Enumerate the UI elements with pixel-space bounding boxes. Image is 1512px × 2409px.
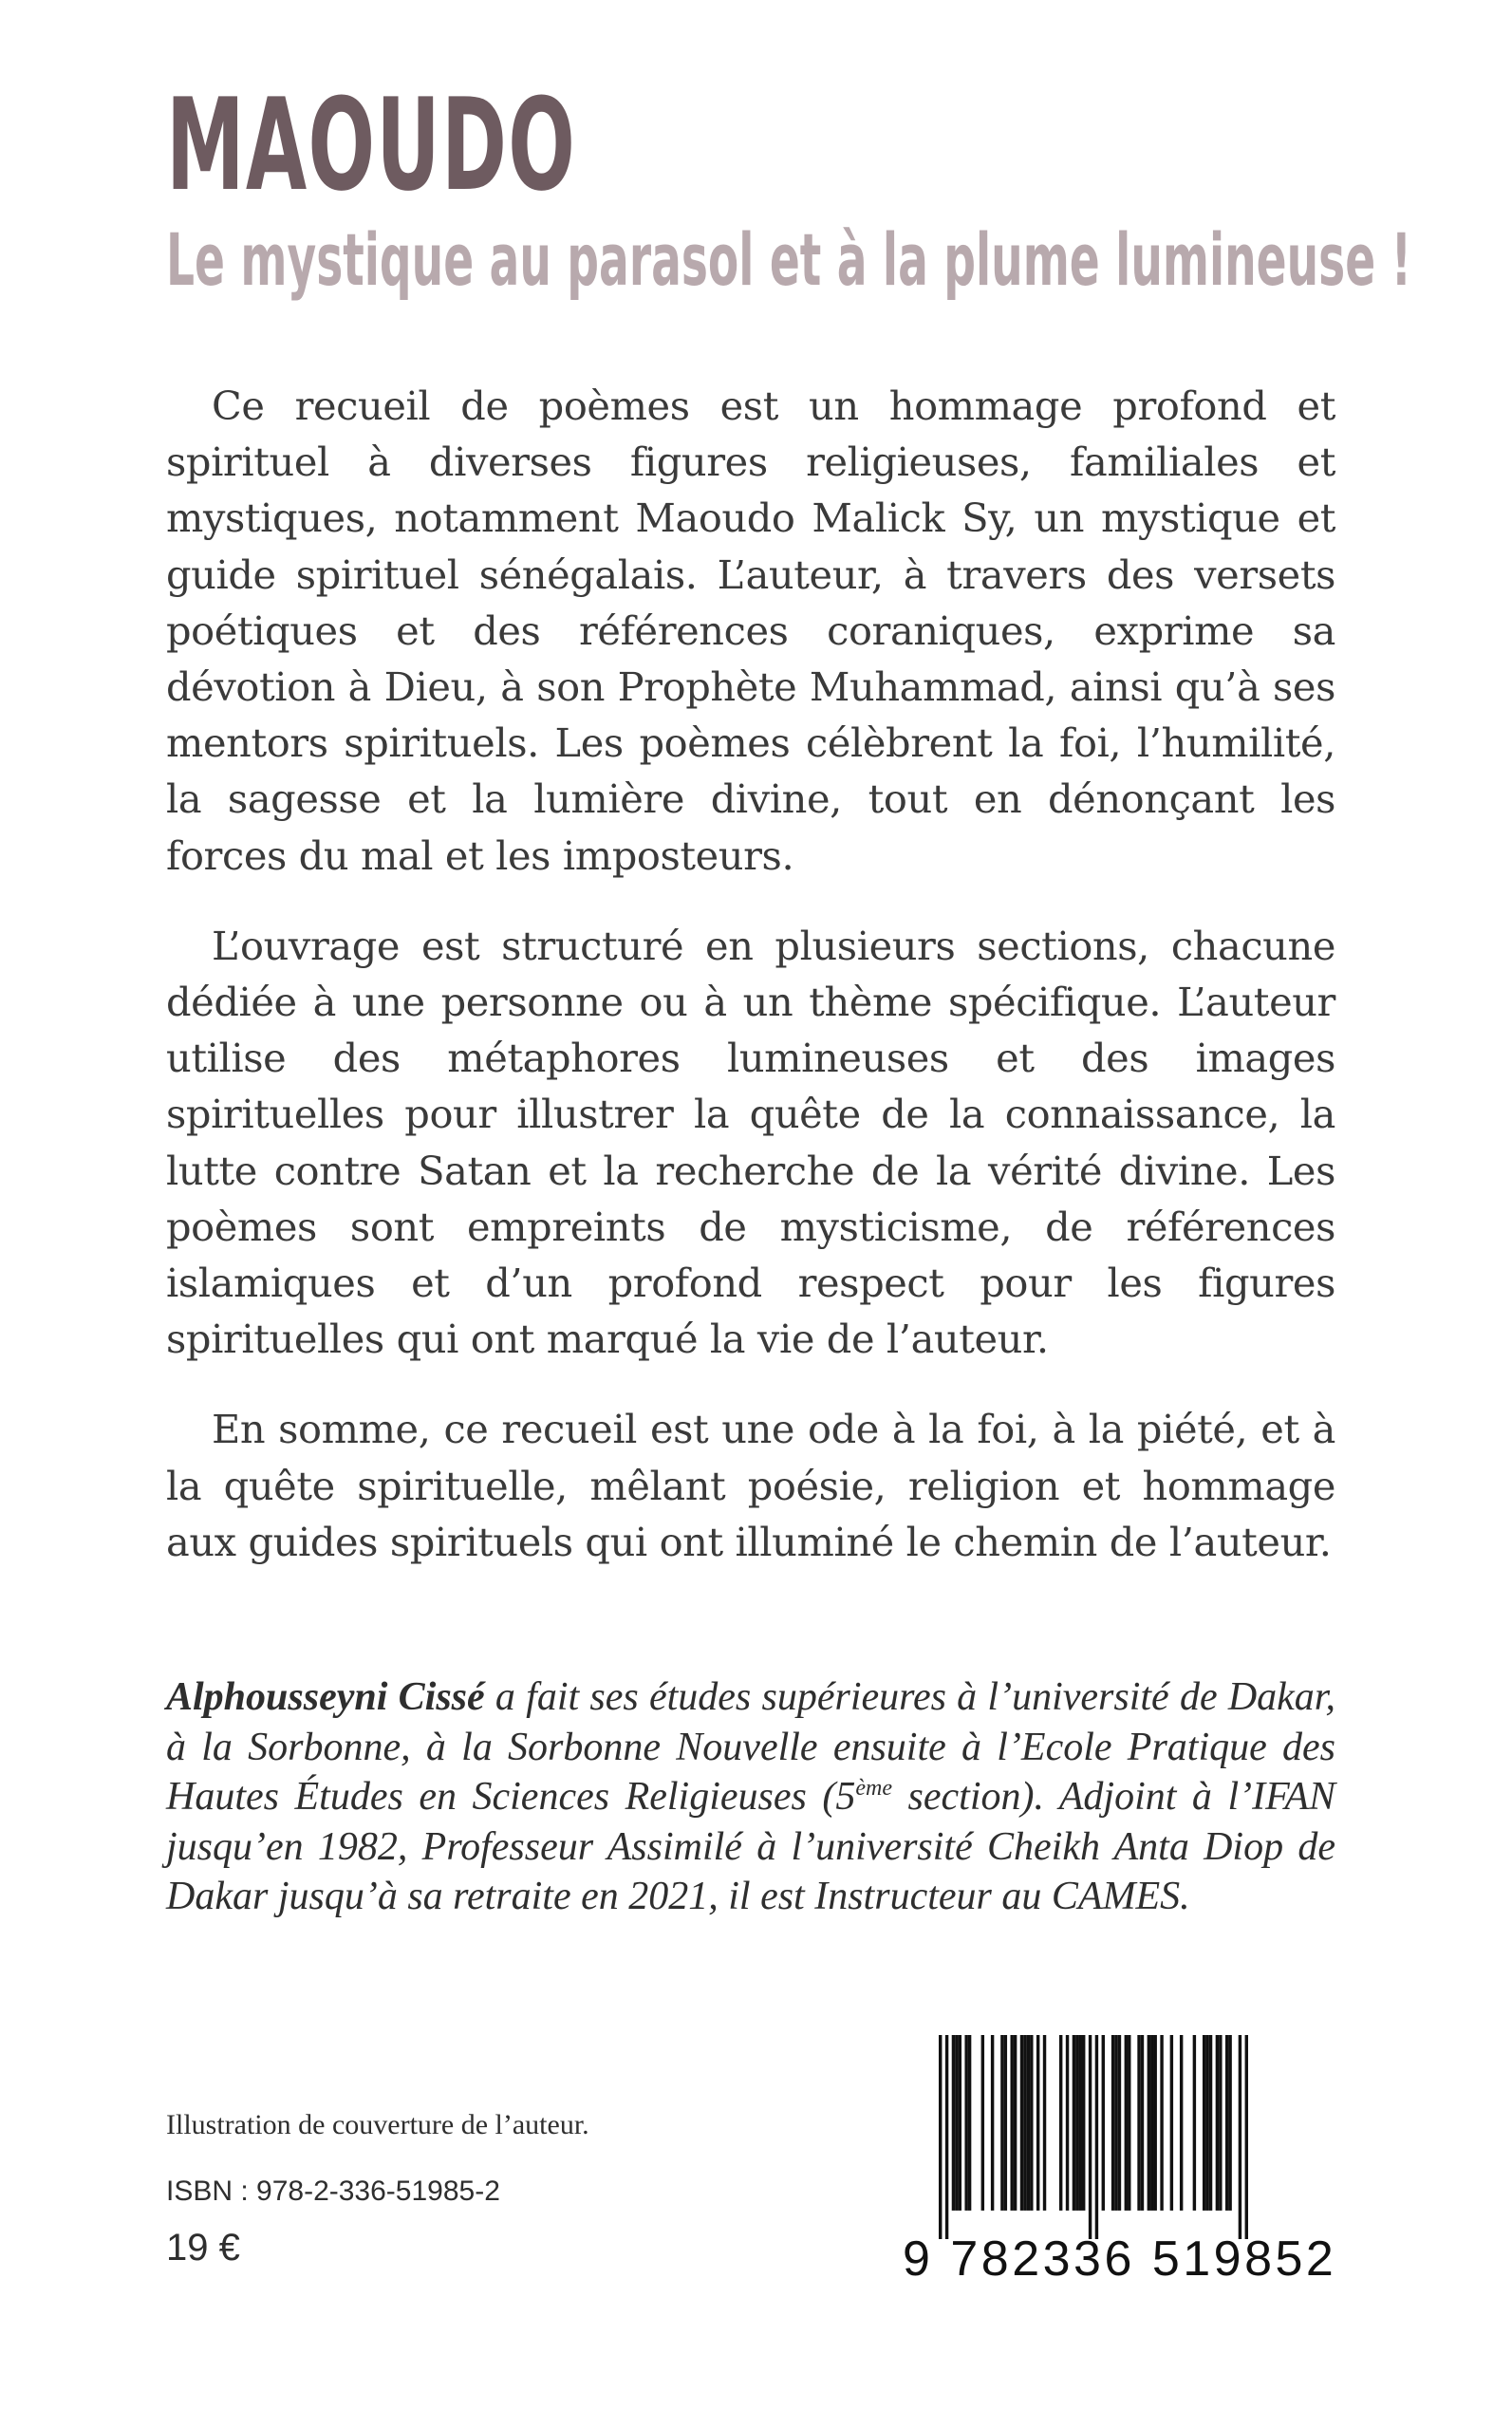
barcode-bar (1027, 2035, 1030, 2211)
barcode-bar (1209, 2035, 1212, 2211)
barcode-bar (1225, 2035, 1228, 2211)
barcode-bar (1128, 2035, 1130, 2211)
barcode-bar (1205, 2035, 1208, 2211)
barcode-bar (1160, 2035, 1163, 2211)
author-name: Alphousseyni Cissé (166, 1675, 485, 1719)
author-bio-text-end: section). Adjoint à l’IFAN jusqu’en 1982, Professeur Assimilé à l’université Cheikh Anta Diop de Dakar jusqu’à sa retraite en 2021, il est Instructeur au CAMES. (166, 1775, 1335, 1918)
barcode-bar (959, 2035, 961, 2211)
cover-illustration-credit: Illustration de couverture de l’auteur. (166, 2109, 589, 2140)
barcode-bar (939, 2035, 942, 2239)
barcode-bar (1095, 2035, 1098, 2239)
barcode-bar (1000, 2035, 1003, 2211)
barcode-bar (1114, 2035, 1117, 2211)
author-bio-text: a fait ses études supérieures à l’université de Dakar, à la Sorbonne, à la Sorbonne Nouvelle ensuite à l’Ecole Pratique des Hautes Études en Sciences Religieuses (5 (166, 1675, 1335, 1819)
barcode-bar (945, 2035, 948, 2239)
barcode-bar (1036, 2035, 1039, 2211)
summary-paragraph: Ce recueil de poèmes est un hommage profond et spirituel à diverses figures religieuses, familiales et mystiques, notamment Maoudo Malick Sy, un mystique et guide spirituel sénégalais. L’auteur, à travers des versets poétiques et des références coraniques, exprime sa dévotion à Dieu, à son Prophète Muhammad, ainsi qu’à ses mentors spirituels. Les poèmes célèbrent la foi, l’humilité, la sagesse et la lumière divine, tout en dénonçant les forces du mal et les imposteurs. (166, 383, 1335, 879)
barcode-bar (968, 2035, 971, 2211)
barcode-bar (1043, 2035, 1046, 2211)
barcode-bar (1118, 2035, 1121, 2211)
barcode-bar (1141, 2035, 1144, 2211)
author-bio (166, 1672, 1335, 1922)
book-subtitle: Le mystique au parasol et à la plume lumineuse ! (166, 217, 1412, 302)
barcode-bar (1150, 2035, 1153, 2211)
barcode-bar (964, 2035, 967, 2211)
barcode-bar (1125, 2035, 1128, 2211)
barcode-bar (1102, 2035, 1105, 2211)
barcode-bar (1170, 2035, 1173, 2211)
summary-text (166, 378, 1335, 1604)
barcode-bar (1203, 2035, 1205, 2211)
barcode (903, 2035, 1337, 2289)
book-title: MAOUDO (166, 71, 577, 219)
author-bio-superscript: ème (855, 1776, 893, 1801)
price-label: 19 € (166, 2227, 240, 2269)
barcode-bar (991, 2035, 994, 2211)
barcode-bar (1059, 2035, 1062, 2211)
barcode-bar (1075, 2035, 1078, 2211)
barcode-bar (1089, 2035, 1092, 2239)
isbn-label: ISBN : 978-2-336-51985-2 (166, 2176, 500, 2207)
barcode-bar (1148, 2035, 1150, 2211)
barcode-bar (1111, 2035, 1114, 2211)
barcode-bar (1137, 2035, 1140, 2211)
barcode-bar (1245, 2035, 1248, 2239)
barcode-bar (955, 2035, 958, 2211)
barcode-bar (1004, 2035, 1007, 2211)
summary-paragraph: En somme, ce recueil est une ode à la foi, à la piété, et à la quête spirituelle, mêlant poésie, religion et hommage aux guides spirituels qui ont illuminé le chemin de l’auteur. (166, 1406, 1335, 1565)
barcode-bar (1014, 2035, 1017, 2211)
barcode-bar (1228, 2035, 1231, 2211)
barcode-bar (1020, 2035, 1023, 2211)
barcode-bar (1010, 2035, 1013, 2211)
barcode-bar (1023, 2035, 1026, 2211)
barcode-bar (1219, 2035, 1222, 2211)
barcode-bar (1153, 2035, 1156, 2211)
barcode-bar (1079, 2035, 1082, 2211)
summary-paragraph: L’ouvrage est structuré en plusieurs sections, chacune dédiée à une personne ou à un thème spécifique. L’auteur utilise des métaphores lumineuses et des images spirituelles pour illustrer la quête de la connaissance, la lutte contre Satan et la recherche de la vérité divine. Les poèmes sont empreints de mysticisme, de références islamiques et d’un profond respect pour les figures spirituelles qui ont marqué la vie de l’auteur. (166, 922, 1335, 1363)
barcode-bar (1030, 2035, 1033, 2211)
barcode-bars (939, 2035, 1248, 2239)
barcode-bar (981, 2035, 984, 2211)
barcode-bar (1180, 2035, 1183, 2211)
barcode-bar (1073, 2035, 1075, 2211)
barcode-digits: 9 782336 519852 (903, 2232, 1337, 2287)
barcode-bar (1239, 2035, 1241, 2239)
barcode-bar (1082, 2035, 1085, 2211)
barcode-bar (1066, 2035, 1069, 2211)
barcode-bar (1216, 2035, 1219, 2211)
barcode-bar (1193, 2035, 1196, 2211)
barcode-bar (952, 2035, 955, 2211)
